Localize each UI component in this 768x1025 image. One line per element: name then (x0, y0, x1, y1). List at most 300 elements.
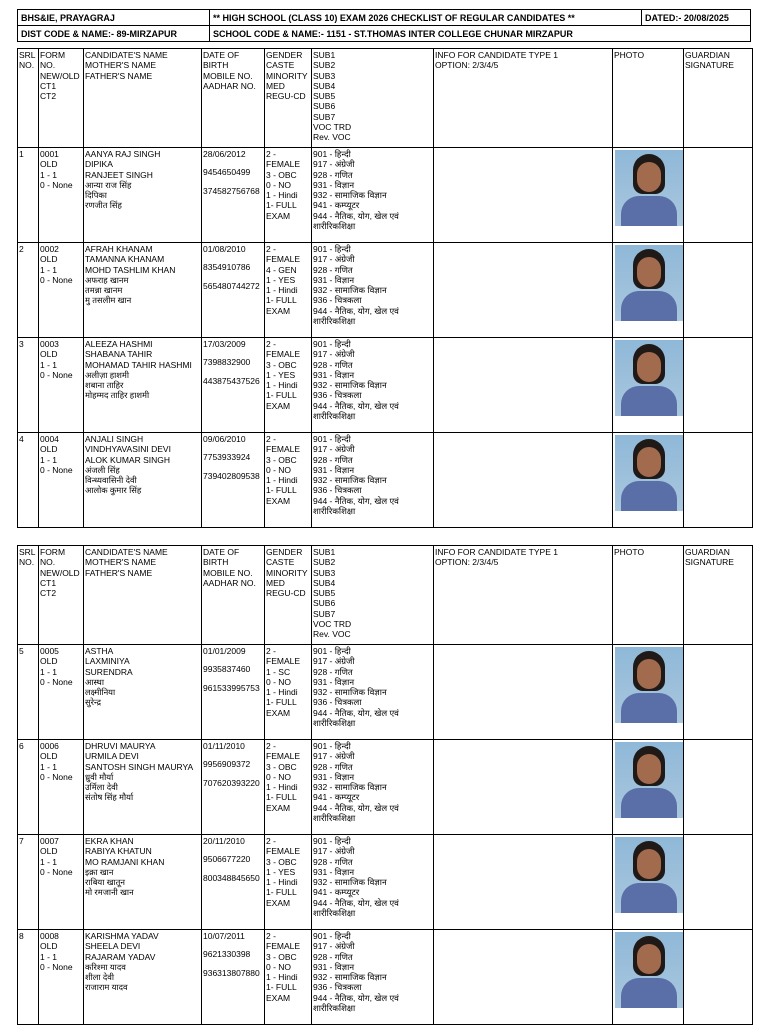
col-header-line: MOTHER'S NAME (85, 557, 157, 568)
caste-value: 3 - OBC (266, 761, 297, 772)
subject-item: 931 - विज्ञान (313, 771, 355, 782)
candidate-name: KARISHMA YADAV (85, 931, 159, 941)
photo-cell (613, 433, 684, 528)
hindi-name: लक्ष्मीनिया (85, 687, 116, 698)
col-header-line: VOC TRD (313, 122, 352, 133)
date-of-birth: 17/03/2009 (203, 339, 246, 349)
col-header-line: SRL (19, 50, 36, 60)
col-header-line: NO. (19, 60, 35, 71)
form-number: 0001 (40, 149, 59, 159)
col-header-line: DATE OF (203, 547, 240, 557)
subject-item: 944 - नैतिक, योग, खेल एवं शारीरिकशिक्षा (313, 707, 399, 729)
subject-item: 944 - नैतिक, योग, खेल एवं शारीरिकशिक्षा (313, 305, 399, 327)
name-cell (84, 338, 202, 433)
gender-cell (265, 835, 312, 930)
regu-value: 1- FULL EXAM (266, 485, 297, 506)
info-cell (434, 433, 613, 528)
subject-item: 928 - गणित (313, 666, 353, 677)
photo-cell (613, 930, 684, 1025)
regu-value: 1- FULL EXAM (266, 982, 297, 1003)
aadhar-number: 443875437526 (203, 375, 260, 386)
col-header-line: MED (266, 577, 285, 588)
minority-value: 0 - NO (266, 676, 292, 687)
ct1-value: 1 - 1 (40, 856, 58, 867)
col-header-line: BIRTH (203, 60, 229, 71)
subjects-cell (312, 835, 434, 930)
aadhar-number: 800348845650 (203, 872, 260, 883)
form-number: 0005 (40, 646, 59, 656)
info-cell (434, 243, 613, 338)
mobile-number: 8354910786 (203, 262, 251, 273)
mobile-number: 9621330398 (203, 949, 251, 960)
form-status: OLD (40, 656, 58, 667)
checklist-table-2 (17, 545, 753, 1025)
ct2-value: 0 - None (40, 464, 73, 475)
date-of-birth: 01/11/2010 (203, 741, 245, 751)
subjects-cell (312, 740, 434, 835)
dob-cell (202, 148, 265, 243)
gender-cell (265, 645, 312, 740)
subject-item: 917 - अंग्रेजी (313, 444, 355, 455)
subject-item: 917 - अंग्रेजी (313, 656, 355, 667)
subject-item: 901 - हिन्दी (313, 741, 351, 751)
hindi-name: आलोक कुमार सिंह (85, 485, 142, 496)
col-header-line: SUB3 (313, 70, 336, 81)
caste-value: 4 - GEN (266, 264, 297, 275)
guardian-signature-cell (684, 338, 753, 433)
ct1-value: 1 - 1 (40, 454, 58, 465)
col-header-line: SUB7 (313, 608, 336, 619)
minority-value: 0 - NO (266, 464, 292, 475)
candidate-name: ALEEZA HASHMI (85, 339, 153, 349)
ct1-value: 1 - 1 (40, 359, 58, 370)
subject-item: 901 - हिन्दी (313, 836, 351, 846)
info-cell (434, 930, 613, 1025)
dob-cell (202, 740, 265, 835)
date-of-birth: 09/06/2010 (203, 434, 246, 444)
form-status: OLD (40, 444, 58, 455)
table-row (18, 645, 753, 740)
guardian-signature-cell (684, 243, 753, 338)
table-row (18, 338, 753, 433)
name-cell (84, 740, 202, 835)
minority-value: 0 - NO (266, 179, 292, 190)
gender-value: 2 - FEMALE (266, 149, 301, 170)
ct2-value: 0 - None (40, 676, 73, 687)
srl-cell (18, 645, 39, 740)
subject-item: 917 - अंग्रेजी (313, 846, 355, 857)
hindi-name: शीला देवी (85, 972, 115, 983)
dob-cell (202, 835, 265, 930)
father-name: RANJEET SINGH (85, 169, 153, 180)
serial-number: 2 (19, 244, 24, 254)
candidate-photo (615, 837, 683, 913)
table-row (18, 740, 753, 835)
col-header-form (39, 546, 84, 645)
col-header-line: NEW/OLD (40, 70, 80, 81)
date-of-birth: 28/06/2012 (203, 149, 246, 159)
srl-cell (18, 338, 39, 433)
medium-value: 1 - Hindi (266, 475, 298, 486)
minority-value: 1 - YES (266, 274, 296, 285)
hindi-name: संतोष सिंह मौर्या (85, 792, 134, 803)
col-header-form (39, 49, 84, 148)
subject-item: 941 - कम्प्यूटर (313, 887, 360, 898)
ct1-value: 1 - 1 (40, 951, 58, 962)
col-header-line: SIGNATURE (685, 557, 734, 568)
gender-cell (265, 243, 312, 338)
subject-item: 944 - नैतिक, योग, खेल एवं शारीरिकशिक्षा (313, 802, 399, 824)
caste-value: 3 - OBC (266, 169, 297, 180)
subject-item: 932 - सामाजिक विज्ञान (313, 380, 387, 391)
subject-item: 917 - अंग्रेजी (313, 941, 355, 952)
hindi-name: राजाराम यादव (85, 982, 128, 993)
subject-item: 917 - अंग्रेजी (313, 349, 355, 360)
serial-number: 1 (19, 149, 24, 159)
col-header-name (84, 49, 202, 148)
subject-item: 931 - विज्ञान (313, 274, 355, 285)
srl-cell (18, 740, 39, 835)
hindi-name: इक्रा खान (85, 866, 114, 877)
subject-item: 932 - सामाजिक विज्ञान (313, 687, 387, 698)
info-cell (434, 645, 613, 740)
col-header-subjects (312, 546, 434, 645)
col-header-line: MOBILE NO. (203, 567, 253, 578)
col-header-line: BIRTH (203, 557, 229, 568)
regu-value: 1- FULL EXAM (266, 200, 297, 221)
ct2-value: 0 - None (40, 771, 73, 782)
aadhar-number: 961533995753 (203, 682, 260, 693)
col-header-line: Rev. VOC (313, 132, 351, 143)
ct2-value: 0 - None (40, 369, 73, 380)
ct1-value: 1 - 1 (40, 169, 58, 180)
form-cell (39, 433, 84, 528)
form-number: 0002 (40, 244, 59, 254)
date-of-birth: 20/11/2010 (203, 836, 245, 846)
col-header-line: VOC TRD (313, 619, 352, 630)
col-header-line: SUB4 (313, 80, 336, 91)
col-header-line: CASTE (266, 557, 295, 568)
gender-cell (265, 740, 312, 835)
subject-item: 928 - गणित (313, 856, 353, 867)
hindi-name: करिश्मा यादव (85, 961, 126, 972)
school-info: SCHOOL CODE & NAME:- 1151 - ST.THOMAS INTER COLLEGE CHUNAR MIRZAPUR (210, 26, 751, 42)
col-header-line: OPTION: 2/3/4/5 (435, 60, 499, 71)
hindi-name: अंजली सिंह (85, 464, 120, 475)
form-number: 0008 (40, 931, 59, 941)
col-header-line: FORM (40, 50, 66, 60)
hindi-name: राबिया खातून (85, 877, 125, 888)
subject-item: 931 - विज्ञान (313, 961, 355, 972)
board-name: BHS&IE, PRAYAGRAJ (18, 10, 210, 26)
form-number: 0003 (40, 339, 59, 349)
caste-value: 3 - OBC (266, 951, 297, 962)
minority-value: 1 - YES (266, 866, 296, 877)
srl-cell (18, 433, 39, 528)
col-header-srl (18, 49, 39, 148)
form-status: OLD (40, 254, 58, 265)
minority-value: 0 - NO (266, 771, 292, 782)
col-header-line: SUB7 (313, 111, 336, 122)
info-cell (434, 835, 613, 930)
col-header-line: SUB2 (313, 557, 336, 568)
col-header-line: GUARDIAN (685, 547, 730, 557)
report-date: DATED:- 20/08/2025 (642, 10, 751, 26)
subjects-cell (312, 338, 434, 433)
father-name: ALOK KUMAR SINGH (85, 454, 171, 465)
subjects-cell (312, 645, 434, 740)
medium-value: 1 - Hindi (266, 782, 298, 793)
col-header-info (434, 546, 613, 645)
candidate-photo (615, 647, 683, 723)
subject-item: 944 - नैतिक, योग, खेल एवं शारीरिकशिक्षा (313, 400, 399, 422)
father-name: SURENDRA (85, 666, 133, 677)
name-cell (84, 645, 202, 740)
col-header-line: CT1 (40, 577, 57, 588)
subject-item: 901 - हिन्दी (313, 434, 351, 444)
subject-item: 931 - विज्ञान (313, 179, 355, 190)
mother-name: SHEELA DEVI (85, 941, 141, 952)
subject-item: 901 - हिन्दी (313, 149, 351, 159)
srl-cell (18, 148, 39, 243)
col-header-line: Rev. VOC (313, 629, 351, 640)
col-header-line: FORM (40, 547, 66, 557)
gender-value: 2 - FEMALE (266, 434, 301, 455)
medium-value: 1 - Hindi (266, 285, 298, 296)
subject-item: 917 - अंग्रेजी (313, 751, 355, 762)
father-name: MO RAMJANI KHAN (85, 856, 165, 867)
subject-item: 917 - अंग्रेजी (313, 159, 355, 170)
col-header-line: SUB1 (313, 50, 336, 60)
subject-item: 901 - हिन्दी (313, 646, 351, 656)
medium-value: 1 - Hindi (266, 380, 298, 391)
medium-value: 1 - Hindi (266, 687, 298, 698)
report-header (17, 9, 751, 42)
form-number: 0004 (40, 434, 59, 444)
srl-cell (18, 243, 39, 338)
table-row (18, 835, 753, 930)
subject-item: 932 - सामाजिक विज्ञान (313, 475, 387, 486)
col-header-line: SUB5 (313, 588, 336, 599)
col-header-line: MED (266, 80, 285, 91)
form-cell (39, 930, 84, 1025)
srl-cell (18, 835, 39, 930)
photo-cell (613, 645, 684, 740)
col-header-line: PHOTO (614, 547, 645, 557)
ct1-value: 1 - 1 (40, 761, 58, 772)
hindi-name: सुरेन्द्र (85, 697, 101, 708)
father-name: SANTOSH SINGH MAURYA (85, 761, 194, 772)
district-info: DIST CODE & NAME:- 89-MIRZAPUR (18, 26, 210, 42)
col-header-line: FATHER'S NAME (85, 70, 153, 81)
mobile-number: 9506677220 (203, 854, 251, 865)
name-cell (84, 148, 202, 243)
hindi-name: मु तसलीम खान (85, 295, 132, 306)
candidate-name: AANYA RAJ SINGH (85, 149, 161, 159)
date-of-birth: 10/07/2011 (203, 931, 245, 941)
gender-cell (265, 433, 312, 528)
mother-name: RABIYA KHATUN (85, 846, 152, 857)
hindi-name: उर्मिला देवी (85, 782, 118, 793)
subjects-cell (312, 243, 434, 338)
table-row (18, 930, 753, 1025)
info-cell (434, 338, 613, 433)
aadhar-number: 739402809538 (203, 470, 260, 481)
table-row (18, 433, 753, 528)
col-header-info (434, 49, 613, 148)
caste-value: 3 - OBC (266, 856, 297, 867)
col-header-dob (202, 49, 265, 148)
subjects-cell (312, 930, 434, 1025)
candidate-name: AFRAH KHANAM (85, 244, 153, 254)
subject-item: 928 - गणित (313, 169, 353, 180)
subject-item: 932 - सामाजिक विज्ञान (313, 285, 387, 296)
candidate-photo (615, 245, 683, 321)
guardian-signature-cell (684, 835, 753, 930)
mother-name: LAXMINIYA (85, 656, 130, 667)
col-header-line: SRL (19, 547, 36, 557)
medium-value: 1 - Hindi (266, 190, 298, 201)
hindi-name: आस्था (85, 676, 104, 687)
photo-cell (613, 148, 684, 243)
hindi-name: तमन्ना खानम (85, 285, 123, 296)
col-header-dob (202, 546, 265, 645)
form-status: OLD (40, 349, 58, 360)
col-header-photo (613, 546, 684, 645)
aadhar-number: 565480744272 (203, 280, 260, 291)
col-header-line: SUB4 (313, 577, 336, 588)
col-header-line: MINORITY (266, 567, 308, 578)
col-header-line: NO. (40, 557, 56, 568)
col-header-line: MINORITY (266, 70, 308, 81)
column-header-row (18, 49, 753, 148)
gender-value: 2 - FEMALE (266, 741, 301, 762)
subject-item: 932 - सामाजिक विज्ञान (313, 877, 387, 888)
ct1-value: 1 - 1 (40, 666, 58, 677)
medium-value: 1 - Hindi (266, 972, 298, 983)
serial-number: 7 (19, 836, 24, 846)
hindi-name: ध्रुवी मौर्या (85, 771, 114, 782)
subject-item: 944 - नैतिक, योग, खेल एवं शारीरिकशिक्षा (313, 992, 399, 1014)
name-cell (84, 930, 202, 1025)
subject-item: 944 - नैतिक, योग, खेल एवं शारीरिकशिक्षा (313, 897, 399, 919)
ct2-value: 0 - None (40, 274, 73, 285)
mother-name: URMILA DEVI (85, 751, 139, 762)
col-header-line: CANDIDATE'S NAME (85, 547, 168, 557)
mobile-number: 9935837460 (203, 664, 251, 675)
subject-item: 944 - नैतिक, योग, खेल एवं शारीरिकशिक्षा (313, 210, 399, 232)
mobile-number: 9956909372 (203, 759, 251, 770)
candidate-photo (615, 435, 683, 511)
father-name: RAJARAM YADAV (85, 951, 156, 962)
col-header-line: INFO FOR CANDIDATE TYPE 1 (435, 547, 558, 557)
gender-value: 2 - FEMALE (266, 339, 301, 360)
name-cell (84, 433, 202, 528)
col-header-name (84, 546, 202, 645)
col-header-guardian (684, 546, 753, 645)
father-name: MOHD TASHLIM KHAN (85, 264, 176, 275)
mother-name: SHABANA TAHIR (85, 349, 153, 360)
col-header-line: MOTHER'S NAME (85, 60, 157, 71)
candidate-name: DHRUVI MAURYA (85, 741, 156, 751)
col-header-line: SUB3 (313, 567, 336, 578)
subject-item: 932 - सामाजिक विज्ञान (313, 782, 387, 793)
col-header-line: REGU-CD (266, 91, 306, 102)
col-header-photo (613, 49, 684, 148)
col-header-line: NEW/OLD (40, 567, 80, 578)
col-header-line: AADHAR NO. (203, 80, 256, 91)
col-header-line: SUB5 (313, 91, 336, 102)
date-of-birth: 01/01/2009 (203, 646, 246, 656)
name-cell (84, 243, 202, 338)
hindi-name: मोहम्मद ताहिर हाशमी (85, 390, 150, 401)
dob-cell (202, 243, 265, 338)
photo-cell (613, 835, 684, 930)
col-header-line: NO. (19, 557, 35, 568)
guardian-signature-cell (684, 148, 753, 243)
guardian-signature-cell (684, 930, 753, 1025)
subject-item: 936 - चित्रकला (313, 485, 362, 496)
subject-item: 931 - विज्ञान (313, 866, 355, 877)
photo-cell (613, 338, 684, 433)
ct2-value: 0 - None (40, 961, 73, 972)
aadhar-number: 374582756768 (203, 185, 260, 196)
subject-item: 936 - चित्रकला (313, 697, 362, 708)
caste-value: 1 - SC (266, 666, 291, 677)
col-header-line: CT2 (40, 91, 57, 102)
info-cell (434, 148, 613, 243)
regu-value: 1- FULL EXAM (266, 390, 297, 411)
date-of-birth: 01/08/2010 (203, 244, 246, 254)
form-cell (39, 148, 84, 243)
subject-item: 941 - कम्प्यूटर (313, 200, 360, 211)
mobile-number: 7753933924 (203, 452, 251, 463)
caste-value: 3 - OBC (266, 454, 297, 465)
form-number: 0007 (40, 836, 59, 846)
col-header-line: SUB2 (313, 60, 336, 71)
subject-item: 936 - चित्रकला (313, 295, 362, 306)
form-number: 0006 (40, 741, 59, 751)
col-header-line: SUB1 (313, 547, 336, 557)
subject-item: 928 - गणित (313, 264, 353, 275)
dob-cell (202, 930, 265, 1025)
form-cell (39, 338, 84, 433)
regu-value: 1- FULL EXAM (266, 792, 297, 813)
candidate-name: ANJALI SINGH (85, 434, 144, 444)
form-status: OLD (40, 751, 58, 762)
guardian-signature-cell (684, 433, 753, 528)
subject-item: 931 - विज्ञान (313, 369, 355, 380)
candidate-name: ASTHA (85, 646, 114, 656)
col-header-line: PHOTO (614, 50, 645, 60)
subject-item: 901 - हिन्दी (313, 931, 351, 941)
photo-cell (613, 243, 684, 338)
regu-value: 1- FULL EXAM (266, 697, 297, 718)
col-header-line: REGU-CD (266, 588, 306, 599)
col-header-line: SUB6 (313, 598, 336, 609)
minority-value: 1 - YES (266, 369, 296, 380)
col-header-subjects (312, 49, 434, 148)
serial-number: 3 (19, 339, 24, 349)
aadhar-number: 707620393220 (203, 777, 260, 788)
gender-value: 2 - FEMALE (266, 646, 301, 667)
form-status: OLD (40, 846, 58, 857)
regu-value: 1- FULL EXAM (266, 295, 297, 316)
subject-item: 928 - गणित (313, 454, 353, 465)
dob-cell (202, 645, 265, 740)
dob-cell (202, 433, 265, 528)
subject-item: 928 - गणित (313, 359, 353, 370)
